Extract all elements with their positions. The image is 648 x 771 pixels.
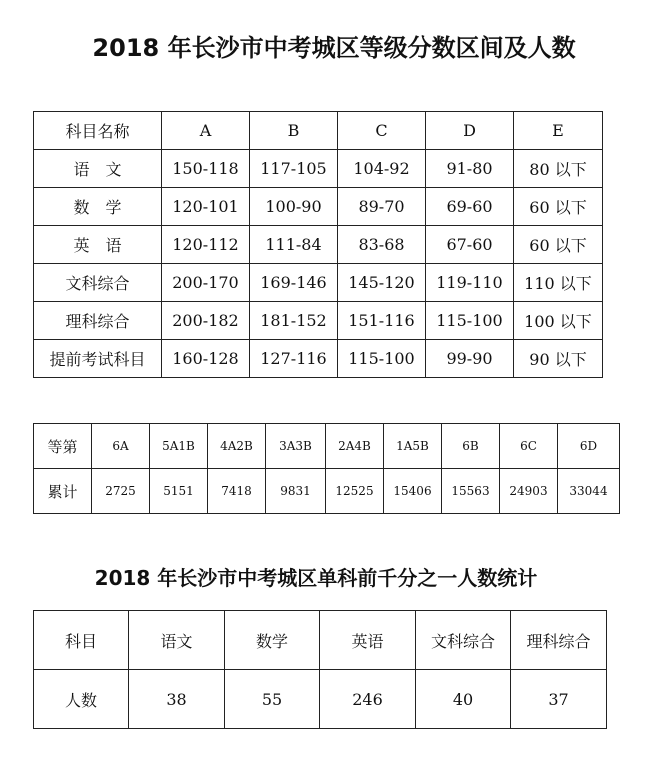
header-cell: 科目 <box>34 611 129 670</box>
header-cell: B <box>250 112 338 150</box>
header-cell: 2A4B <box>326 424 384 469</box>
table-cell: 91-80 <box>426 150 514 188</box>
subject-cell: 数 学 <box>34 188 162 226</box>
table-cell: 150-118 <box>162 150 250 188</box>
table-cell: 37 <box>511 670 607 729</box>
header-cell: E <box>514 112 603 150</box>
table-cell: 120-112 <box>162 226 250 264</box>
cumulative-count-table <box>33 423 620 514</box>
table-cell: 67-60 <box>426 226 514 264</box>
table-cell: 120-101 <box>162 188 250 226</box>
table-row <box>34 340 603 378</box>
table-cell: 200-170 <box>162 264 250 302</box>
table-row <box>34 188 603 226</box>
grade-range-table <box>33 111 603 378</box>
header-cell: 语文 <box>129 611 225 670</box>
table-cell: 15406 <box>384 469 442 514</box>
table-cell: 60 以下 <box>514 226 603 264</box>
table-cell: 83-68 <box>338 226 426 264</box>
table-header-row <box>34 112 603 150</box>
header-cell: 等第 <box>34 424 92 469</box>
table-cell: 69-60 <box>426 188 514 226</box>
table-row <box>34 670 607 729</box>
table-cell: 40 <box>416 670 511 729</box>
table-cell: 2725 <box>92 469 150 514</box>
header-cell: 科目名称 <box>34 112 162 150</box>
table-cell: 7418 <box>208 469 266 514</box>
table-cell: 246 <box>320 670 416 729</box>
table-cell: 15563 <box>442 469 500 514</box>
header-cell: 6B <box>442 424 500 469</box>
table-cell: 127-116 <box>250 340 338 378</box>
header-cell: D <box>426 112 514 150</box>
table-row <box>34 302 603 340</box>
header-cell: 英语 <box>320 611 416 670</box>
table-cell: 119-110 <box>426 264 514 302</box>
table-row <box>34 264 603 302</box>
subject-cell: 提前考试科目 <box>34 340 162 378</box>
subject-cell: 语 文 <box>34 150 162 188</box>
table-cell: 151-116 <box>338 302 426 340</box>
row-label-cell: 人数 <box>34 670 129 729</box>
table-cell: 200-182 <box>162 302 250 340</box>
table-cell: 5151 <box>150 469 208 514</box>
table-cell: 80 以下 <box>514 150 603 188</box>
table-cell: 115-100 <box>338 340 426 378</box>
header-cell: C <box>338 112 426 150</box>
table-cell: 89-70 <box>338 188 426 226</box>
section-title: 2018 年长沙市中考城区单科前千分之一人数统计 <box>94 566 538 590</box>
table-cell: 90 以下 <box>514 340 603 378</box>
table-cell: 169-146 <box>250 264 338 302</box>
table-cell: 33044 <box>558 469 620 514</box>
header-cell: 数学 <box>225 611 320 670</box>
table-row <box>34 150 603 188</box>
header-cell: 理科综合 <box>511 611 607 670</box>
subject-cell: 文科综合 <box>34 264 162 302</box>
table-cell: 145-120 <box>338 264 426 302</box>
row-label-cell: 累计 <box>34 469 92 514</box>
header-cell: 3A3B <box>266 424 326 469</box>
table-header-row <box>34 424 620 469</box>
top-per-mille-table <box>33 610 607 729</box>
table-cell: 115-100 <box>426 302 514 340</box>
table-header-row <box>34 611 607 670</box>
page-title: 2018 年长沙市中考城区等级分数区间及人数 <box>92 34 576 62</box>
header-cell: 文科综合 <box>416 611 511 670</box>
header-cell: 6C <box>500 424 558 469</box>
table-cell: 38 <box>129 670 225 729</box>
table-cell: 100 以下 <box>514 302 603 340</box>
table-cell: 117-105 <box>250 150 338 188</box>
table-cell: 111-84 <box>250 226 338 264</box>
table-cell: 100-90 <box>250 188 338 226</box>
subject-cell: 理科综合 <box>34 302 162 340</box>
table-cell: 104-92 <box>338 150 426 188</box>
table-cell: 181-152 <box>250 302 338 340</box>
table-cell: 60 以下 <box>514 188 603 226</box>
header-cell: A <box>162 112 250 150</box>
table-row <box>34 226 603 264</box>
header-cell: 6D <box>558 424 620 469</box>
table-cell: 12525 <box>326 469 384 514</box>
header-cell: 5A1B <box>150 424 208 469</box>
header-cell: 1A5B <box>384 424 442 469</box>
header-cell: 6A <box>92 424 150 469</box>
table-cell: 24903 <box>500 469 558 514</box>
subject-cell: 英 语 <box>34 226 162 264</box>
table-cell: 99-90 <box>426 340 514 378</box>
table-cell: 9831 <box>266 469 326 514</box>
header-cell: 4A2B <box>208 424 266 469</box>
table-cell: 160-128 <box>162 340 250 378</box>
table-cell: 110 以下 <box>514 264 603 302</box>
table-row <box>34 469 620 514</box>
table-cell: 55 <box>225 670 320 729</box>
